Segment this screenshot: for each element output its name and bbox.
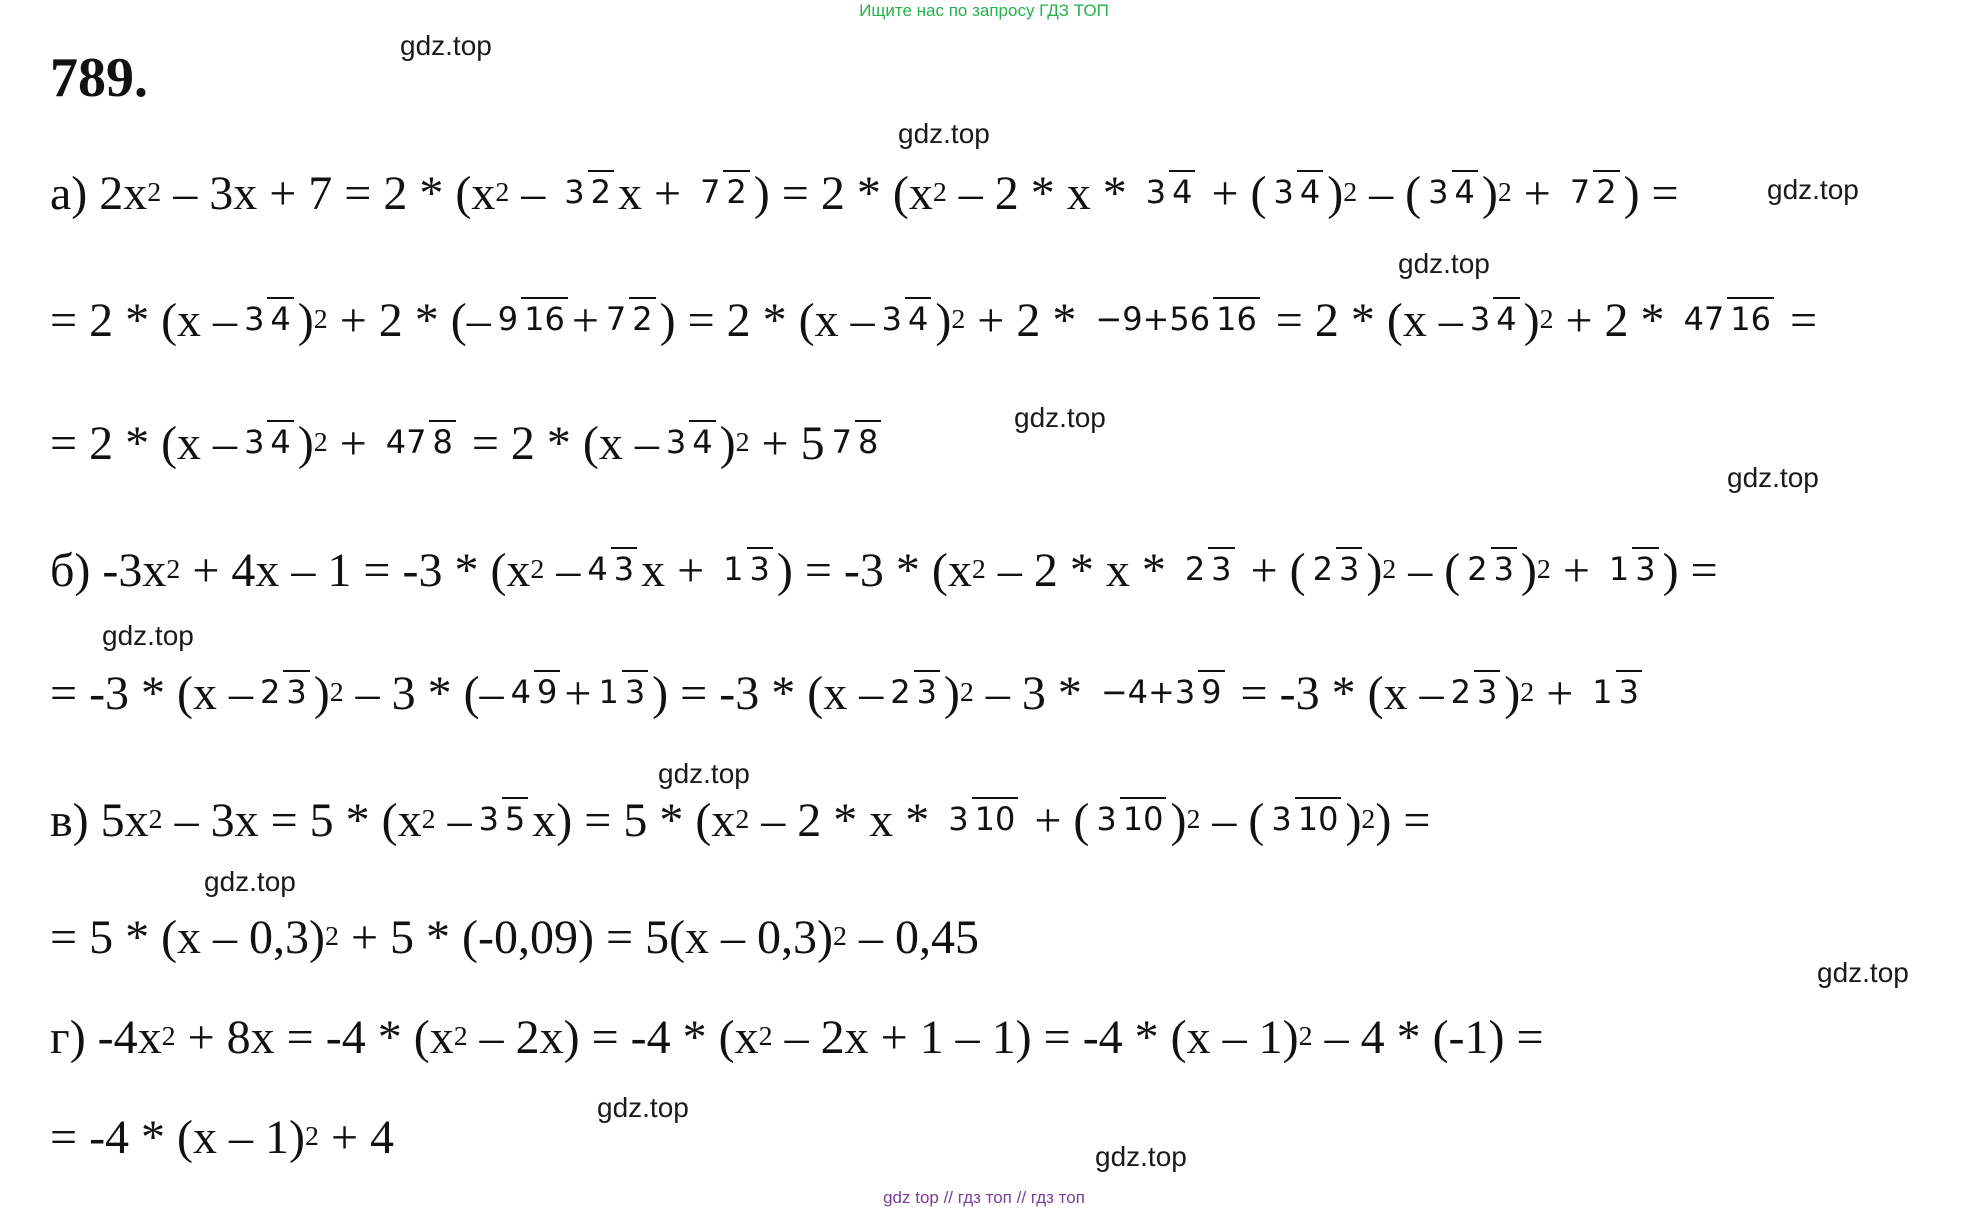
fraction	[1093, 802, 1166, 838]
math-text: )	[719, 416, 736, 470]
math-text: + 2 *	[1553, 293, 1677, 347]
fraction-denominator: 8	[429, 420, 455, 461]
math-text: x) = 5 * (x	[532, 793, 736, 847]
fraction-denominator: 2	[1593, 170, 1619, 211]
fraction-numerator: 3	[1145, 173, 1167, 212]
watermark: gdz.top	[1095, 1141, 1187, 1172]
fraction	[561, 175, 614, 211]
watermark: gdz.top	[658, 758, 750, 789]
math-text: )	[935, 293, 952, 347]
solution-line: = 5 * (x – 0,3) 2 + 5 * (-0,09) = 5(x – 0,3) 2 – 0,45	[50, 910, 979, 964]
fraction-numerator: 3	[1428, 173, 1449, 212]
exercise-number: 789.	[50, 47, 148, 109]
solution-line: = -4 * (x – 1) 2 + 4	[50, 1110, 395, 1164]
fraction	[584, 552, 637, 588]
fraction	[603, 302, 656, 338]
watermark: gdz.top	[1767, 174, 1859, 205]
fraction	[1589, 675, 1642, 711]
fraction-denominator: 10	[1295, 797, 1342, 838]
math-text: = 2 * (x –	[50, 293, 238, 347]
fraction-numerator: 4	[587, 550, 608, 589]
math-text: – (	[1357, 166, 1422, 220]
math-text: = 5 * (x – 0,3)	[50, 910, 326, 964]
fraction	[476, 802, 529, 838]
fraction	[1310, 552, 1363, 588]
fraction-numerator: 3	[244, 423, 265, 462]
solution-line: = -3 * (x – 2 3 ) 2 – 3 * (– 4 9 + 1 3 ) = -3 * (x – 2 3 ) 2 – 3 * −4+3 9 = -3 * (x – 2 3 ) 2 + 1 3	[50, 643, 1950, 743]
fraction-numerator: 47	[1683, 300, 1725, 339]
fraction-numerator: 2	[890, 673, 911, 712]
fraction-denominator: 3	[283, 670, 309, 711]
fraction	[1467, 302, 1520, 338]
fraction-numerator: 9	[497, 300, 519, 339]
fraction	[1182, 552, 1235, 588]
math-text: + 5	[749, 416, 825, 470]
watermark: gdz.top	[1014, 402, 1106, 433]
fraction	[495, 302, 568, 338]
fraction-denominator: 16	[1727, 297, 1774, 338]
math-text: – (	[1200, 793, 1265, 847]
math-text: – 3x = 5 * (x	[162, 793, 422, 847]
fraction	[720, 552, 773, 588]
math-text: – 2 * x *	[946, 166, 1139, 220]
math-text: = 2 * (x –	[1263, 293, 1463, 347]
fraction-denominator: 4	[1297, 170, 1323, 211]
solution-line: б) -3x 2 + 4x – 1 = -3 * (x 2 – 4 3 x + 1 3 ) = -3 * (x 2 – 2 * x * 2 3 + ( 2 3 ) 2 – ( 2 3 ) 2 + 1 3 ) =	[50, 543, 1718, 597]
math-text: )	[297, 416, 314, 470]
math-text: ) = -3 * (x	[776, 543, 972, 597]
math-text: + (	[1238, 543, 1306, 597]
math-text: = -4 * (x – 1)	[50, 1110, 306, 1164]
fraction-numerator: 1	[598, 673, 619, 712]
fraction-denominator: 3	[611, 547, 637, 588]
math-text: – 2 * x *	[985, 543, 1178, 597]
fraction-numerator: 3	[881, 300, 903, 339]
fraction-numerator: 3	[1469, 300, 1491, 339]
solution-line: г) -4x 2 + 8x = -4 * (x 2 – 2x) = -4 * (x 2 – 2x + 1 – 1) = -4 * (x – 1) 2 – 4 * (-1) =	[50, 1010, 1544, 1064]
fraction-numerator: 7	[831, 423, 852, 462]
fraction	[1271, 175, 1324, 211]
math-text: а) 2x	[50, 166, 148, 220]
solution-line: а) 2x 2 – 3x + 7 = 2 * (x 2 – 3 2 x + 7 2 ) = 2 * (x 2 – 2 * x * 3 4 + ( 3 4 ) 2 – ( 3 4 ) 2 + 7 2 ) =	[50, 166, 1679, 220]
fraction-denominator: 9	[1198, 670, 1224, 711]
fraction-numerator: 3	[1273, 173, 1294, 212]
fraction-numerator: 7	[1569, 173, 1591, 212]
fraction-denominator: 2	[588, 170, 614, 211]
fraction	[1448, 675, 1501, 711]
math-text: )	[297, 293, 314, 347]
math-text: + 8x = -4 * (x	[175, 1010, 454, 1064]
fraction	[1464, 552, 1517, 588]
watermark: gdz.top	[1817, 957, 1909, 988]
fraction-numerator: 3	[478, 800, 499, 839]
math-text: )	[1504, 666, 1521, 720]
fraction-denominator: 3	[1336, 547, 1362, 588]
math-text: = -3 * (x –	[50, 666, 254, 720]
fraction-denominator: 10	[972, 797, 1019, 838]
math-text: )	[313, 666, 330, 720]
fraction	[1425, 175, 1478, 211]
fraction	[241, 425, 294, 461]
fraction	[1098, 675, 1225, 711]
fraction-denominator: 3	[1208, 547, 1234, 588]
fraction-denominator: 2	[723, 170, 749, 211]
fraction	[663, 425, 716, 461]
math-text: = 2 * (x –	[459, 416, 659, 470]
math-text: – 2 * x *	[749, 793, 942, 847]
fraction-numerator: 1	[723, 550, 744, 589]
math-text: x +	[617, 166, 694, 220]
math-text: x +	[641, 543, 717, 597]
fraction-denominator: 4	[1169, 170, 1195, 211]
fraction-denominator: 10	[1120, 797, 1167, 838]
math-text: + 2 *	[965, 293, 1089, 347]
fraction-numerator: 3	[564, 173, 585, 212]
fraction-denominator: 4	[905, 297, 931, 338]
math-text: ) =	[1662, 543, 1718, 597]
fraction-numerator: 3	[1096, 800, 1117, 839]
fraction-denominator: 3	[1632, 547, 1658, 588]
fraction-denominator: 4	[1452, 170, 1478, 211]
math-text: +	[1550, 543, 1602, 597]
footer-text: gdz top // гдз топ // гдз топ	[883, 1188, 1085, 1207]
fraction-numerator: 2	[1467, 550, 1488, 589]
fraction-numerator: 2	[1312, 550, 1333, 589]
fraction-numerator: 1	[1608, 550, 1630, 589]
fraction-denominator: 2	[629, 297, 655, 338]
math-text: – 2x + 1 – 1) = -4 * (x – 1)	[772, 1010, 1299, 1064]
fraction-numerator: 47	[385, 423, 427, 462]
fraction	[508, 675, 561, 711]
fraction-denominator: 3	[1474, 670, 1500, 711]
math-text: + 4x – 1 = -3 * (x	[180, 543, 531, 597]
math-text: )	[1170, 793, 1187, 847]
fraction-numerator: −9+56	[1095, 300, 1211, 339]
math-text: = 2 * (x –	[50, 416, 238, 470]
watermark: gdz.top	[1727, 462, 1819, 493]
solution-line: = 2 * (x – 3 4 ) 2 + 2 * (– 9 16 + 7 2 ) = 2 * (x – 3 4 ) 2 + 2 * −9+56 16 = 2 * (x – 3 4 ) 2 + 2 * 47 16 =	[50, 293, 1818, 347]
math-text: )	[1345, 793, 1362, 847]
solution-line: в) 5x 2 – 3x = 5 * (x 2 – 3 5 x) = 5 * (x 2 – 2 * x * 3 10 + ( 3 10 ) 2 – ( 3 10 ) 2 ) =	[50, 793, 1431, 847]
fraction-denominator: 8	[855, 420, 881, 461]
math-text: + 4	[318, 1110, 395, 1164]
math-text: +	[564, 666, 592, 720]
math-text: +	[1534, 666, 1586, 720]
math-text: ) =	[1375, 793, 1431, 847]
fraction-denominator: 3	[1491, 547, 1517, 588]
fraction-denominator: 3	[914, 670, 940, 711]
math-text: = -3 * (x –	[1228, 666, 1444, 720]
fraction	[879, 302, 932, 338]
fraction	[1143, 175, 1196, 211]
fraction-denominator: 5	[502, 797, 528, 838]
math-text: =	[1778, 293, 1818, 347]
fraction	[1567, 175, 1620, 211]
math-text: )	[1523, 293, 1540, 347]
fraction-denominator: 4	[267, 420, 293, 461]
watermark: gdz.top	[597, 1092, 689, 1123]
math-text: –	[544, 543, 581, 597]
fraction-denominator: 16	[1213, 297, 1260, 338]
fraction-numerator: 3	[665, 423, 687, 462]
fraction	[1092, 302, 1259, 338]
math-text: + (	[1199, 166, 1267, 220]
fraction-numerator: 7	[700, 173, 721, 212]
fraction-numerator: 2	[1184, 550, 1206, 589]
fraction	[595, 675, 648, 711]
math-text: + 5 * (-0,09) = 5(x – 0,3)	[338, 910, 834, 964]
math-text: в) 5x	[50, 793, 149, 847]
fraction-denominator: 4	[1493, 297, 1519, 338]
math-text: + (	[1022, 793, 1090, 847]
math-text: – 3 * (–	[343, 666, 504, 720]
math-text: – 2x) = -4 * (x	[467, 1010, 759, 1064]
math-text: )	[1520, 543, 1537, 597]
fraction	[1268, 802, 1341, 838]
fraction-numerator: −4+3	[1100, 673, 1196, 712]
math-text: ) =	[1623, 166, 1679, 220]
fraction	[945, 802, 1018, 838]
fraction-numerator: 1	[1592, 673, 1613, 712]
fraction-numerator: 2	[260, 673, 281, 712]
math-text: – 0,45	[846, 910, 979, 964]
fraction-numerator: 2	[1450, 673, 1471, 712]
watermark: gdz.top	[204, 866, 296, 897]
fraction	[257, 675, 310, 711]
fraction-numerator: 3	[1271, 800, 1292, 839]
math-text: ) = 2 * (x	[753, 166, 933, 220]
math-text: )	[1481, 166, 1498, 220]
fraction-denominator: 3	[622, 670, 648, 711]
fraction	[887, 675, 940, 711]
top-banner: Ищите нас по запросу ГДЗ ТОП	[859, 1, 1109, 20]
fraction	[383, 425, 456, 461]
fraction-numerator: 3	[948, 800, 969, 839]
math-text: г) -4x	[50, 1010, 162, 1064]
fraction-denominator: 4	[689, 420, 715, 461]
fraction-numerator: 7	[605, 300, 627, 339]
fraction	[1606, 552, 1659, 588]
math-text: ) = -3 * (x –	[652, 666, 884, 720]
fraction-numerator: 4	[510, 673, 532, 712]
fraction	[241, 302, 294, 338]
watermark: gdz.top	[400, 30, 492, 61]
math-text: + 2 * (–	[327, 293, 491, 347]
math-text: –	[435, 793, 472, 847]
math-text: – 4 * (-1) =	[1312, 1010, 1544, 1064]
math-text: +	[327, 416, 379, 470]
watermark: gdz.top	[898, 118, 990, 149]
math-text: +	[1511, 166, 1563, 220]
fraction	[829, 425, 882, 461]
fraction-denominator: 3	[747, 547, 773, 588]
fraction-denominator: 3	[1616, 670, 1642, 711]
math-text: – 3 *	[973, 666, 1094, 720]
fraction-denominator: 9	[534, 670, 560, 711]
math-text: б) -3x	[50, 543, 167, 597]
math-text: ) = 2 * (x –	[659, 293, 875, 347]
fraction-numerator: 3	[244, 300, 265, 339]
math-text: )	[943, 666, 960, 720]
math-text: –	[509, 166, 558, 220]
fraction-denominator: 16	[521, 297, 568, 338]
watermark: gdz.top	[1398, 248, 1490, 279]
fraction	[697, 175, 750, 211]
fraction-denominator: 4	[267, 297, 293, 338]
math-text: – (	[1396, 543, 1461, 597]
math-text: )	[1366, 543, 1383, 597]
math-text: – 3x + 7 = 2 * (x	[161, 166, 496, 220]
math-text: +	[571, 293, 599, 347]
solution-line: = 2 * (x – 3 4 ) 2 + 47 8 = 2 * (x – 3 4 ) 2 + 5 7 8	[50, 393, 1950, 493]
math-text: )	[1327, 166, 1344, 220]
watermark: gdz.top	[102, 620, 194, 651]
fraction	[1681, 302, 1774, 338]
